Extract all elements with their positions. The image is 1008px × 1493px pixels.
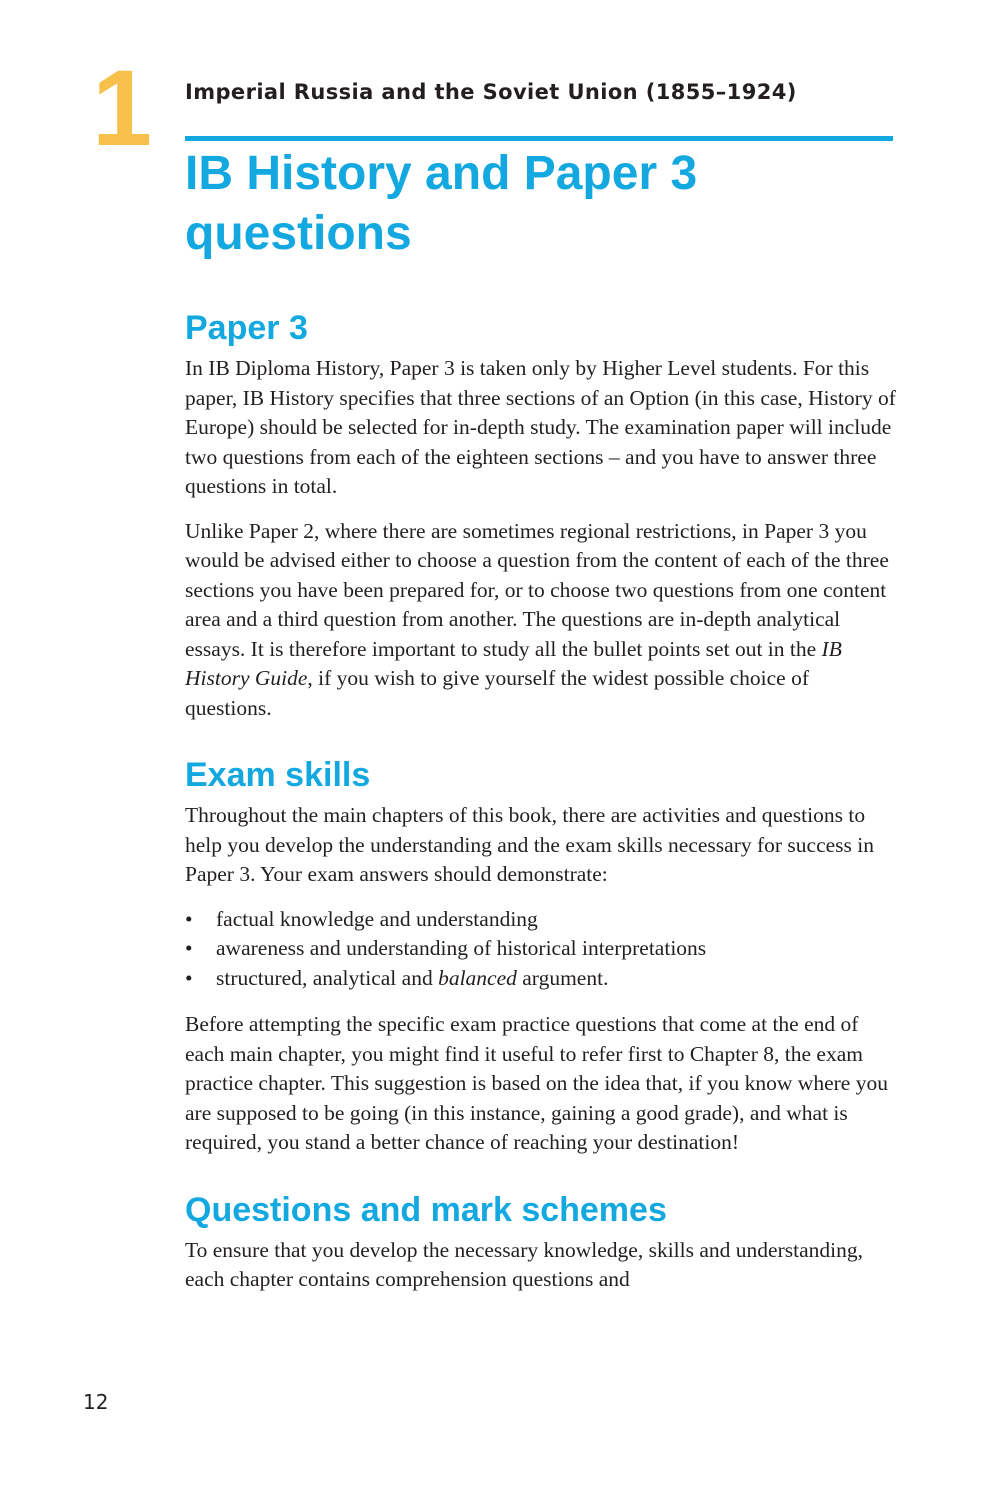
main-content (185, 306, 900, 1310)
list-item (185, 934, 900, 964)
list-item (185, 905, 900, 935)
bullet-icon: • (185, 906, 193, 931)
section-paper-3 (185, 306, 900, 723)
section-exam-skills (185, 753, 900, 1158)
title-rule (185, 136, 893, 141)
paragraph: Throughout the main chapters of this book, there are activities and questions to help you develop the understanding and the exam skills necessary for success in Paper 3. Your exam answers should demonstrate: (185, 803, 875, 886)
list-item-text: factual knowledge and understanding (216, 906, 538, 931)
bullet-icon: • (185, 965, 193, 990)
section-questions-and-mark-schemes (185, 1188, 900, 1295)
bullet-list (185, 905, 900, 994)
list-item-text: structured, analytical and (216, 965, 439, 990)
emphasis: balanced (438, 965, 517, 990)
list-item (185, 964, 900, 994)
text-run: , if you wish to give yourself the widest possible choice of questions. (185, 666, 809, 720)
text-run: Unlike Paper 2, where there are sometimes regional restrictions, in Paper 3 you would be advised either to choose a question from the content of each of the three sections you have been prepared for, or to choose two questions from one content area and a third question from another. The questions are in-depth analytical essays. It is therefore important to study all the bullet points set out in the (185, 518, 889, 661)
list-item-text: awareness and understanding of historical interpretations (216, 936, 707, 960)
paragraph: To ensure that you develop the necessary knowledge, skills and understanding, each chapter contains comprehension questions and (185, 1237, 863, 1291)
page-title: IB History and Paper 3 questions (185, 147, 698, 260)
section-heading: Questions and mark schemes (185, 1190, 667, 1229)
list-item-text: argument. (516, 965, 609, 990)
guide-title: IB History Guide (185, 636, 842, 690)
bullet-icon: • (185, 936, 193, 960)
chapter-number: 1 (92, 47, 151, 168)
section-heading: Paper 3 (185, 309, 308, 347)
section-heading: Exam skills (185, 756, 371, 794)
running-head: Imperial Russia and the Soviet Union (1855–1924) (185, 80, 797, 104)
paragraph: Before attempting the specific exam practice questions that come at the end of each main chapter, you might find it useful to refer first to Chapter 8, the exam practice chapter. This suggestion is based on the idea that, if you know where you are supposed to be going (in this instance, gaining a good grade), and what is required, you stand a better chance of reaching your destination! (185, 1012, 888, 1154)
paragraph (185, 517, 900, 724)
page-number: 12 (83, 1390, 109, 1414)
paragraph: In IB Diploma History, Paper 3 is taken only by Higher Level students. For this paper, IB History specifies that three sections of an Option (in this case, History of Europe) should be selected for in-depth study. The examination paper will include two questions from each of the eighteen sections – and you have to answer three questions in total. (185, 356, 896, 498)
